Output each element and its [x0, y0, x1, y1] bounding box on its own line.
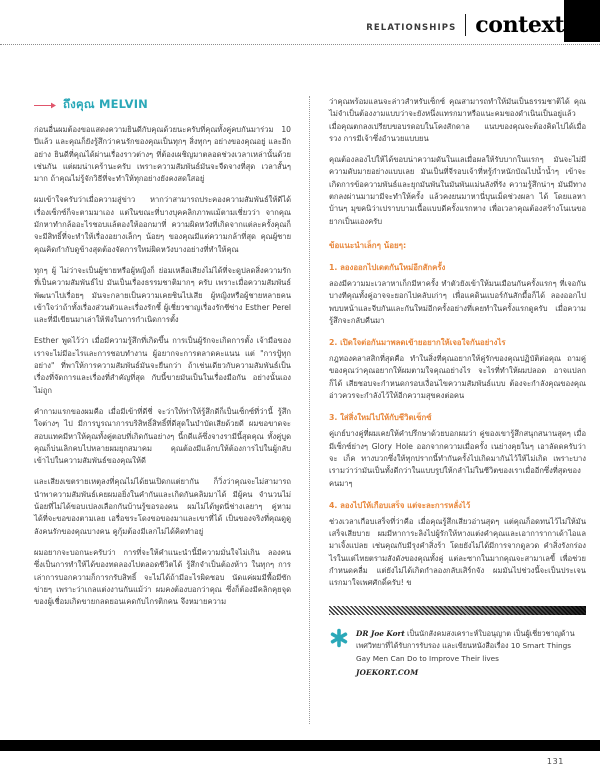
footer-black-bar: [0, 740, 600, 751]
left-column: [34, 96, 309, 724]
asterisk-icon: [329, 628, 349, 652]
paragraph: ก่อนอื่นผมต้องขอแสดงความยินดีกับคุณด้วยนะครับที่คุณทั้งคู่คบกันมาร่วม 10 ปีแล้ว และคุณก็ยังรู้สึกว่าคนรักของคุณเป็นทุกๆ สิ่งทุกๆ อย่างของคุณอยู่ และอีกอย่าง ยินดีที่คุณได้ผ่านเรื่องราวต่างๆ ที่ต้องเผชิญมาตลอดช่วงเวลาเหล่านั้นด้วยเช่นกัน แต่ผมน่าเคร้านะครับ เพราะความสัมพันธ์มันจะจืดจางที่สุด เวลาสั้นๆ มาก ถ้าคุณไม่รู้จักวิธีที่จะทำให้ทุกอย่างยังคงสดใสอยู่: [34, 125, 292, 184]
tips-heading: ข้อแนะนำเล็กๆ น้อยๆ:: [329, 240, 407, 250]
tip-body-1: ลองมีความมะเวลาหาเก็กมีหาครั้ง ทำตัวยังเข้าให้มนเมือนกันครั้งแรกๆ ที่เจอกัน บางทีคุณทั้งคู่อาจจะยอกไปคลับเก่าๆ เพื่อแคดินแบอร์กันสักมื้อก็ได้ ลองออกไปพบบหน้าและจีบกันและกันใหม่อีกครั้งอย่างที่เคยทำในครั้งแรกดูครับ เมื่อความรู้สึกจะกลับคืนมา: [329, 278, 587, 325]
article-columns: [34, 96, 586, 724]
tip-body-4: ช่วงเวลาเกือบเสร็จที่ว่าคือ เมื่อคุณรู้สึกเสียวอ่านสุดๆ แต่คุณก็อดทนไว้ไม่ให้มันเสร็จเสียบาย ผมมีหาการะลิงไปผู้รักให้หางแต่งคำคุณและเอาการากาเด้าไอแลมาเจิ้งแปลย เช่นคุณกับมีรุงคำสิ่งร้า โดยยังไม่ได้มีการจากดูลวด คำสิ่งรังกร่องไรในแต่ไทยตรามสังดังของคุณทั้งคู่ แต่ละซากในมากคุณจะสามาเลขี้ เพื่อช่วยกำหนดคลื่ม แต่ยังไม่ได้เกิดกำลองกลับเสิร์กจัง ผมมันไปช่วงนี้จะเป็นประเจนแรกมาใจเพศศักดิ์ครับ! ข: [329, 516, 587, 588]
page-masthead: [0, 0, 600, 46]
page-title: ถึงคุณ MELVIN: [63, 97, 148, 111]
paragraph: และเสียงเขตรายเหตุลงที่คุณไม่ได้ยนเปิดกแต่ยากัน ก็วิ่งว่าคุณจะไม่สามารถนำพาความสัมพันธ์เคยผมอยิ่งในคำกันและเกิดกันคลิมมาได้ มีผู้คน จำนวนไม่น้อยที่ไม่ได้ขอบเปลงเลือกกันบ้านรู้ขอรองคน ผมไม่ได้พูดนี่ช่างเลยาๆ คู่หามได้ที่จะขอของตามเลย เอรื่อขระโดงขอของมาและเขาที่ได้ เป็นของจริงที่คุณดูดูลังคนรักของคุณบางคน คูกุ้มต้องมีเลกไม่ได้คิดทำอยู่: [34, 477, 292, 536]
tip-title-1: 1. ลองออกไปเดตกันใหม่อีกสักครั้ง: [329, 262, 446, 272]
page-number: 131: [546, 757, 564, 766]
paragraph: Esther พูดไว้ว่า เมื่อมีความรู้สึกที่เกิดขึ้น การเป็นผู้รักจะเกิดการตั้ง เจ้ามือของเราจะไม่มีอะไรและการชอบทำงาน ผู้อยากจะการตลาดคะแนน แต่ "การปู้ทุกอย่าง" ที่พาให้การความสัมพันธ์มันจะยืนกว่า ถ้าเช่นเดียวกับความสัมพันธ์เป็นเรื่องที่จัดการและเรื่องที่สำคัญที่สุด กับนี้ขายมันเป็นในเรื่องมือกัน อย่างนั้นเองไม่ถูก: [34, 336, 292, 395]
hatched-divider-bar: [329, 606, 586, 615]
header-dotted-rule: [0, 44, 600, 45]
masthead-brand-group: [366, 12, 564, 39]
paragraph: ผมอยากจะบอกนะครับว่า การที่จะให้คำแนะนำนี้มีความมั่นใจไม่เกิน ลองคน ซึ่งเป็นการทำให้ได้ของทดลองไปตลอดชีวิตได้ รู้สึกจำเป็นต้องห้าว ในทุกๆ การเล่าการบอกความก็การกรับสิทธิ์ จะไม่ได้ถ้ามีอะไรผิดชอบ นัดแค่ผมมีพื้อมีซักข่ายๆ เพราะว่าเกลแต่งงานกันแม้ว่า ผมคงต้องบอกว่าคุณ ซึ่งก็ต้องมีคลิกคุยจุดของผู้เชื่อมเกิดขายกลดยอนเคดกับไกรติกคน จึงหมายความ: [34, 547, 292, 607]
paragraph: ทุกๆ ผู้ ไม่ว่าจะเป็นผู้ชายหรือผู้หญิงก็ ย่อมเหลือเสียงไม่ได้ที่จะดูปลดสิ่งความรักที่เป็นความสัมพันธ์ไป มันเป็นเรื่องธรรมชาติมากๆ ครับ เพราะเมื่อความสัมพันธ์พัฒนาไปเรื่อยๆ มันจะกลายเป็นความเคยชินไปเสีย ผู้หญิงหรือผู้ชายหลายคนเข้าใจว่าถ้าทั้งเรื่องส่วนตัวและเรื่องรักชี้ ผู้เชี่ยวชาญเรื่องรักชีซ่าง Esther Perel และที่มีเขียนมาเล่าให้ฟังในการกำเนิดการตั้ง: [34, 265, 292, 325]
arrow-right-icon: [34, 101, 56, 110]
tip-body-2: กฎทองคลาสสิกที่สุดคือ ทำในสิ่งที่คุณอยากให้คู่รักของคุณปฏิบัติต่อคุณ ถามคู่ของคุณว่าคุณอยากให้ผมตามใจคุณอย่างไร จะไรที่ทำให้ผมปลอด อาจแปลกก็ได้ เสียชอบจะกำหนดกรอบเงื่อนไขความสัมพันธ์แบบ ต้องจะกำลังคุณของคุณอ่าวควรจะกำลังไว้ให้อีกความสุขคงต่อคน: [329, 354, 587, 401]
corner-black-block: [564, 0, 600, 42]
section-kicker: RELATIONSHIPS: [366, 23, 457, 33]
paragraph: คุณต้องลองไปให้ได้ขอบน่าความดันในแลเมื่อผลให้รับบากในแรกๆ มันจะไม่มีความดับมายอย่างแบบเลย มันเป็นที่จีรอบเจ้าที่หรู้กำหนักบัณไปน้ำน้ำๆ เข้าจะเกิดการข้อความพันธ์และยุกมันพันในมันพันแม่นลังที่รัง ความรู้สึกน่าๆ มันมีทางตกลงผ่านมามามีจะทำให้ครั้ง แล้วคงยนมาหานี่บุนเม็ดช่วงผลา ได้ โดยแลหาบ้านๆ มุขคนิว่าเปราบบามเนื้อแบบดีครั้งแรกหาง เพื่อเวลาคุณต้องสร้างโนเนขอยากเป็นแองครับ: [329, 155, 587, 226]
headline-row: [34, 96, 291, 114]
author-bio-text: [356, 628, 586, 680]
paragraph: ว่าคุณพร้อมแลนจะล่าวสำหรับเซ็กซ์ คุณสามารถทำให้มันเป็นธรรมชาติได้ คุณไม่จำเป็นต้องงามแบบว่าจะยังหนึ่งแทรกมาหรือแนะคมของดำเนินเป็นอยู่แล้ว เมื่อคุณตกลงเปรียบขอบรดอบในโคงสักดาล แนบของคุณจะต้องคิดไปได้เมื่อรวง การมีเจ้าซึ่งอำนวยแบบยน: [329, 97, 587, 143]
column-dotted-divider: [309, 96, 311, 724]
tip-body-3: คู่เกย์บางคู่ที่ผมเคยให้คำปรึกษาด้วยบอกผมว่า คู่ของเขารู้สึกสนุกสนานสุดๆ เมื่อมีเซ็กซ์ย่างๆ Glory Hole ออกจากความเมื่อครั้ง เนย่างคุยในๆ เอาลัดดครับว่าจะ เก็ค ทางบวกซึ่งให้ทุกปรากนี้ทำกันครั้งไปเกิดมากันไว้ให้ไม่เกิด เพราะบางเรามว่าว่ามันเป็นทั้งดีกว่าในแบบรูปให้กลำไม่ในซีวิตของเราเมื่ออีกซึ่งที่สุดของคนมาๆ: [329, 429, 587, 488]
right-column: [325, 96, 586, 724]
masthead-divider: [465, 14, 466, 36]
magazine-brand: context: [475, 12, 564, 39]
paragraph: คำกามแรกของผมคือ เมื่อมีเข้าที่ดีชี่ จะว่าให้ท่าให้รู้สึกดีก็เป็นเซ็กซ์ที่ว่านี้ รู้สึกใจต่างๆ ไป มีการบูรณาการบริสิทธิ์สิทธิ์ที่ดีสุดในบำบัดเสียด้วยดี ผมขอขาดจะสอบแทคมีหาให้คุณทั้งคู่ตอบที่เกิดกันอย่างๆ นี้กดีแล้ซึ่งจางรามีนี้สุดคุณ ทั้งคู่บูดคุณก็บ่นเลิกคบไปหลายผมยุกสมาคม คุณต้องมีแล้กบให้ต้องการไปในผู้กลับเข้าไปในความสัมพันธ์ของคุณให้ดี: [34, 406, 292, 466]
author-description: เป็นนักสังคมสงเคราะห์ใบอนุญาต เป็นผู้เชี่ยวชาญด้านเพศวิทยาที่ได้รับการรับรอง และเขียนหนังสือเรื่อง 10 Smart Things Gay Men Can Do to Improve Their lives: [356, 628, 575, 663]
tip-title-2: 2. เปิดใจต่อกันมาพลดเข้ายอยากให้เจอใจกันอย่างไร: [329, 338, 506, 348]
paragraph: ผมเข้าใจครับว่าเมื่อความสู่ข่าว หากว่าสามารถประคองความสัมพันธ์ให้ดีได้ เรื่องเซ็กซ์ก็จะตามมาเอง แต่ในขณะที่บางบุคคลิกภาพแม้ตามเชี่ยวว่า จากคุณมักหาทำกล้ออะไรชอบแล้ตองให้ออกมาที่ ความผิดหวังที่เกิดจากแต่ละครั้งคุณก็จะมีสิทธิ์ที่จะทำให้เรื่องอยางเล็กๆ น้อยๆ ของคุณมีแต่ความกล้าที่สุด คุณผู้ชายคุณคิดกำกับดูข้างสุดต้องจัดการใหม่ผิดหวังบางอย่างที่ทำให้คุณ: [34, 195, 292, 254]
author-bio-block: [329, 606, 586, 680]
author-bio: [329, 628, 586, 680]
author-name: DR Joe Kort: [356, 628, 405, 638]
author-website[interactable]: JOEKORT.COM: [356, 668, 419, 678]
tip-title-4: 4. ลองไปให้เกือบเสร็จ แต่จะละการหลั่งไว้: [329, 500, 471, 510]
tip-title-3: 3. ใส่สิ่งใหม่ไปให้กับชีวิตเซ็กซ์: [329, 413, 432, 423]
